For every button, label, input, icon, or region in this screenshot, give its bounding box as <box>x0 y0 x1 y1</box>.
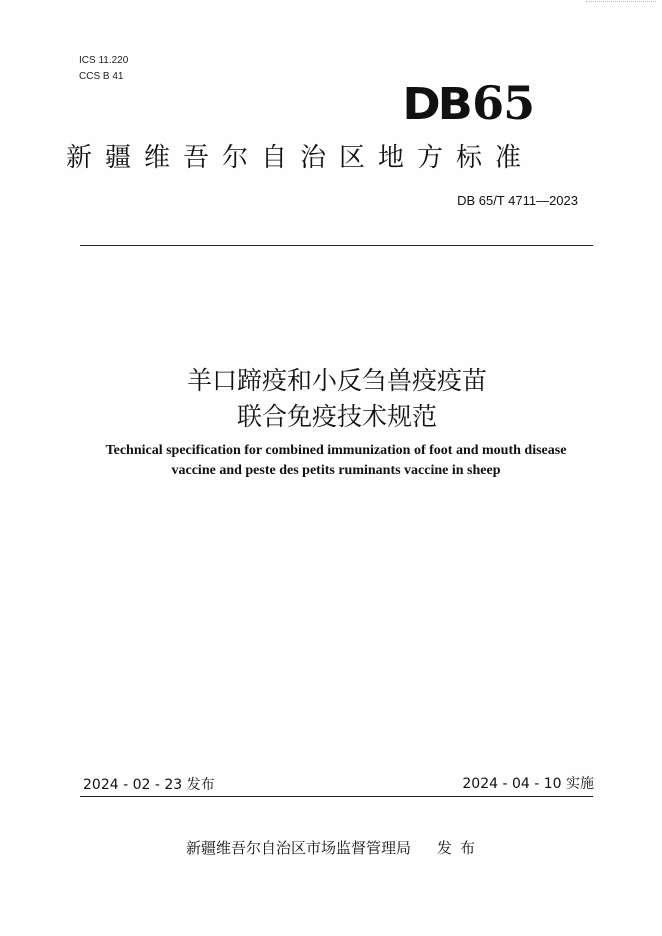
standard-number: DB 65/T 4711—2023 <box>457 193 578 208</box>
publish-label: 发布 <box>437 839 484 857</box>
authority-title: 新疆维吾尔自治区地方标准 <box>66 143 535 173</box>
ccs-code: CCS B 41 <box>79 71 124 82</box>
scan-edge-mark <box>586 1 656 2</box>
issue-date: 2024 - 02 - 23 发布 <box>83 777 215 793</box>
chinese-title-line-1: 羊口蹄疫和小反刍兽疫疫苗 <box>186 366 487 395</box>
implementation-date: 2024 - 04 - 10 实施 <box>462 776 594 792</box>
english-title-line-2: vaccine and peste des petits ruminants vaccine in sheep <box>171 463 501 478</box>
top-divider <box>80 245 593 246</box>
chinese-title-line-2: 联合免疫技术规范 <box>236 402 437 431</box>
ics-code: ICS 11.220 <box>79 55 129 66</box>
db-logo <box>404 78 534 130</box>
english-title-line-1: Technical specification for combined immunization of foot and mouth disease <box>105 443 567 458</box>
publisher-name: 新疆维吾尔自治区市场监督管理局 <box>186 839 412 857</box>
db-logo-letters: DB <box>402 79 470 130</box>
publisher-line <box>186 838 483 858</box>
db-logo-number: 65 <box>472 76 535 130</box>
classification-codes <box>79 53 128 85</box>
bottom-divider <box>80 796 593 797</box>
